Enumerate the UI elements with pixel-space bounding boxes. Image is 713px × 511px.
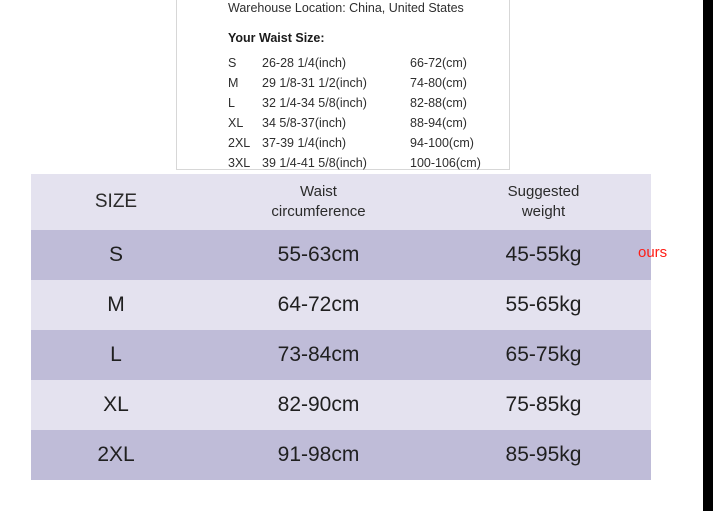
size-label: M: [228, 76, 239, 90]
size-inch: 39 1/4-41 5/8(inch): [262, 156, 367, 170]
cell-size: L: [31, 330, 201, 380]
column-header-weight-line2: weight: [521, 203, 566, 220]
size-label: S: [228, 56, 237, 70]
list-item: [228, 53, 481, 73]
warehouse-location-text: Warehouse Location: China, United States: [228, 1, 464, 15]
table-row: [31, 430, 651, 480]
table-header-row: [31, 174, 651, 230]
column-header-waist: [201, 174, 436, 230]
size-label: 3XL: [228, 156, 251, 170]
size-label: 2XL: [228, 136, 251, 150]
column-header-size: SIZE: [31, 174, 201, 230]
cell-waist: 64-72cm: [201, 280, 436, 330]
size-label: L: [228, 96, 235, 110]
waist-size-list: [228, 53, 481, 173]
cell-size: M: [31, 280, 201, 330]
cell-size: 2XL: [31, 430, 201, 480]
cell-size: XL: [31, 380, 201, 430]
cell-weight: 45-55kg: [436, 230, 651, 280]
cell-waist: 55-63cm: [201, 230, 436, 280]
column-header-weight: [436, 174, 651, 230]
size-inch: 26-28 1/4(inch): [262, 56, 347, 70]
table-row: [31, 280, 651, 330]
size-cm: 66-72(cm): [410, 56, 467, 70]
column-header-waist-line1: Waist: [300, 182, 337, 200]
size-cm: 88-94(cm): [410, 116, 467, 130]
table-body: [31, 230, 651, 480]
cell-weight: 75-85kg: [436, 380, 651, 430]
table-header: [31, 174, 651, 230]
size-cm: 94-100(cm): [410, 136, 474, 150]
size-info-popup: [176, 0, 510, 170]
size-cm: 100-106(cm): [410, 156, 481, 170]
size-inch: 32 1/4-34 5/8(inch): [262, 96, 367, 110]
waist-size-heading: Your Waist Size:: [228, 31, 325, 45]
list-item: [228, 113, 481, 133]
size-inch: 37-39 1/4(inch): [262, 136, 347, 150]
list-item: [228, 133, 481, 153]
size-inch: 34 5/8-37(inch): [262, 116, 347, 130]
cell-size: S: [31, 230, 201, 280]
page-edge-strip: [703, 0, 713, 511]
size-label: XL: [228, 116, 244, 130]
cell-waist: 82-90cm: [201, 380, 436, 430]
cell-waist: 73-84cm: [201, 330, 436, 380]
list-item: [228, 93, 481, 113]
cell-weight: 65-75kg: [436, 330, 651, 380]
size-cm: 74-80(cm): [410, 76, 467, 90]
column-header-weight-line1: Suggested: [507, 182, 580, 200]
size-cm: 82-88(cm): [410, 96, 467, 110]
list-item: [228, 73, 481, 93]
list-item: [228, 153, 481, 173]
size-chart-table: [31, 174, 651, 480]
size-inch: 29 1/8-31 1/2(inch): [262, 76, 367, 90]
table-row: [31, 330, 651, 380]
ours-annotation: ours: [638, 244, 668, 261]
column-header-waist-line2: circumference: [271, 203, 366, 220]
cell-weight: 55-65kg: [436, 280, 651, 330]
cell-waist: 91-98cm: [201, 430, 436, 480]
table-row: [31, 230, 651, 280]
cell-weight: 85-95kg: [436, 430, 651, 480]
table-row: [31, 380, 651, 430]
